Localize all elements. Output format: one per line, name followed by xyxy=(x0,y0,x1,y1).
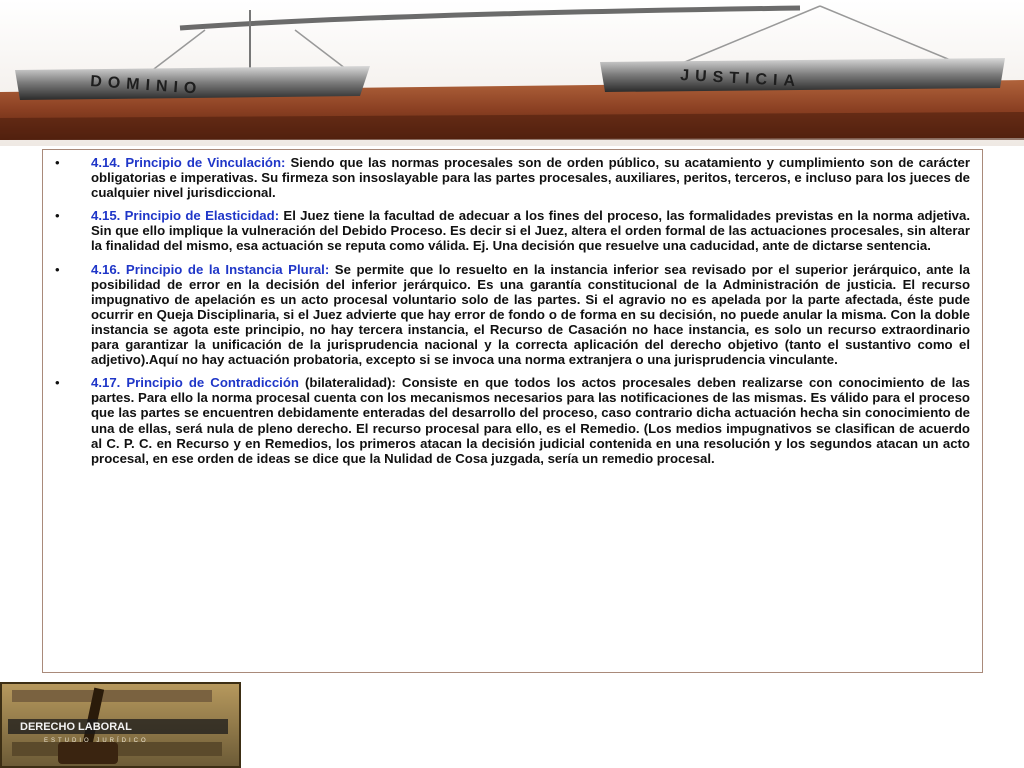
list-item xyxy=(55,208,970,254)
derecho-laboral-logo xyxy=(0,682,241,768)
plate-right-label: JUSTICIA xyxy=(679,67,802,91)
bullet: • xyxy=(55,155,60,170)
principles-list xyxy=(43,150,982,466)
item-text: El Juez tiene la facultad de adecuar a los fines del proceso, las formalidades previstas en la norma adjetiva. Sin que ello implique la vulneración del Debido Proceso. Es decir si el Juez, altera el orden formal de las actuaciones procesales, sin alterar la finalidad del mismo, esa actuación se reputa como válida. Ej. Una decisión que resuelve una caducidad, ante de dictarse sentencia. xyxy=(91,208,970,254)
item-text: Siendo que las normas procesales son de orden público, su acatamiento y cumplimiento son de carácter obligatorias e imperativas. Su firmeza son insoslayable para las partes procesales, auxiliares, peritos, terceros, e incluso para los jueces de cualquier nivel jurisdiccional. xyxy=(91,155,970,201)
plate-left-label: DOMINIO xyxy=(89,73,203,98)
bullet: • xyxy=(55,375,60,391)
item-text: (bilateralidad): Consiste en que todos los actos procesales deben realizarse con conocimiento de las partes. Para ello la norma procesal cuenta con los mecanismos necesarios para las notificaciones de las mismas. Es válido para el proceso que las partes se encuentren debidamente enteradas del desarrollo del proceso, caso contrario dicha actuación hecha sin conocimiento de una de ellas, será nula de pleno derecho. El recurso procesal para ello, es el Remedio. (Los medios impugnativos se clasifican de acuerdo al C. P. C. en Recurso y en Remedios, los primeros atacan la decisión judicial contenida en una resolución y los segundos atacan un acto procesal, en ese orden de ideas se dice que la Nulidad de Cosa juzgada, sería un remedio procesal. xyxy=(91,375,970,466)
content-frame xyxy=(42,149,983,673)
bullet: • xyxy=(55,261,60,277)
logo-title: DERECHO LABORAL xyxy=(20,721,132,733)
item-heading: 4.16. Principio de la Instancia Plural: xyxy=(91,261,330,277)
list-item xyxy=(55,261,970,368)
bullet: • xyxy=(55,208,60,224)
scale-of-justice-banner xyxy=(0,0,1024,146)
list-item xyxy=(55,375,970,466)
logo-subtitle: ESTUDIO JURÍDICO xyxy=(44,738,149,744)
list-item xyxy=(55,155,970,201)
item-heading: 4.14. Principio de Vinculación: xyxy=(91,155,286,170)
item-heading: 4.17. Principio de Contradicción xyxy=(91,375,299,391)
item-text: Se permite que lo resuelto en la instancia inferior sea revisado por el superior jerárquico, ante la posibilidad de error en la decisión del inferior jerárquico. Es una garantía constitucional de la Administración de justicia. El recurso impugnativo de apelación es un acto procesal voluntario solo de las partes. Si el agravio no es apelada por la parte afectada, éste pude ocurrir en Queja Disciplinaria, si el Juez advierte que hay error de fondo o de forma en su decisión, no puede anular la misma. Con la doble instancia se agota este principio, no hay tercera instancia, el Recurso de Casación no hace instancia, es solo un recurso extraordinario para garantizar la unificación de la jurisprudencia nacional y la correcta aplicación del derecho objetivo (tanto el sustantivo como el adjetivo).Aquí no hay actuación probatoria, excepto si se invoca una norma extranjera o una jurisprudencia vinculante. xyxy=(91,261,970,368)
item-heading: 4.15. Principio de Elasticidad: xyxy=(91,208,280,224)
